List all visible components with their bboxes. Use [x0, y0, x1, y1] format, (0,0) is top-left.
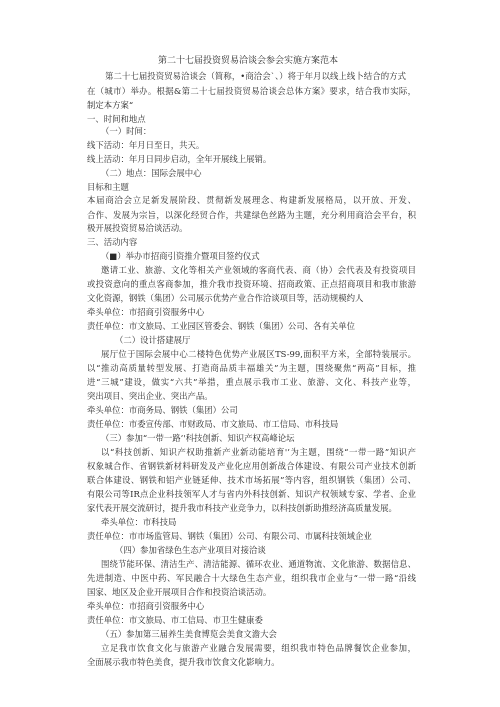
activity-5-heading: （五）参加第三届养生美食博览会美食文澹大会 [101, 629, 277, 639]
activity-2-line-4: 突出项目、突出企业、突出产品。 [87, 391, 213, 401]
activity-4-lead: 牵头单位：市招商引资服务中心 [87, 601, 205, 611]
activity-3-lead: 牵头单位：市科技局 [101, 517, 177, 527]
activity-3-line-3: 联合体建设、钢铁和铝产业链延伸、技术市场拓展”等内容，组织钢铁（集团）公司、 [87, 475, 416, 485]
activity-2-lead: 牵头单位：市商务局、钢铁（集团）公司 [87, 405, 238, 415]
goal-line-1: 本届商洽会立足新发展阶段、贯彻新发展理念、构建新发展格局，以开放、开发、 [87, 195, 416, 205]
activity-4-responsible: 责任单位：市文旅局、市工信局、市卫生健康委 [87, 615, 263, 625]
activity-1-heading: （■）举办市招商引资推介暨项目签约仪式 [101, 251, 260, 261]
offline-activity: 线下活动：年月日至日，共天。 [87, 140, 205, 150]
activity-2-line-3: 进“三城”建设，做实“六共”举措，重点展示我市工业、旅游、文化、科技产业等， [87, 377, 416, 387]
activity-3-responsible: 责任单位：市市场监管局、钢铁（集团）公司、有限公司、市属科技领域企业 [87, 531, 372, 541]
activity-3-line-4: 有限公司等IR点企业科技领军人才与省内外科技创新、知识产权领域专家、学者、企业 [87, 489, 416, 499]
activity-2-line-1: 展厅位于国际会展中心二楼特色优势产业展区TS-99,面积平方米，全部特装展示。 [101, 349, 416, 359]
intro-line-3: 制定本方案“ [87, 100, 134, 110]
activity-3-line-1: 以“科技创新、知识产权助推新产业新动能培育'’为主题，围绕“一带一路”知识产 [101, 447, 416, 457]
activity-4-heading: （四）参加省绿色生态产业项目对接洽谈 [115, 545, 266, 555]
intro-line-2: 在（城市）举办。根据&第二十七届投资贸易洽谈会总体方案》要求，结合我市实际， [87, 86, 416, 96]
activity-3-line-5: 家代表开展交流研讨，提升我市科技产业竞争力，以科技创新助推经济高质量发展。 [87, 503, 397, 513]
section-1-heading: 一、时间和地点 [87, 114, 146, 124]
intro-line-1: 第二十七届投资贸易洽谈会（简称，•商洽会`、）将于年月以线上线卜结合的方式 [105, 71, 406, 81]
activity-3-heading: （三）参加“一带一路’'科技创新、知识产权高峰论坛 [101, 433, 295, 443]
activity-1-line-3: 文化资源，钢铁（集团）公司展示优势产业合作洽谈项目等，活动规模约人 [87, 293, 364, 303]
activity-4-line-1: 围绕节能环保、清洁生产、清洁能源、循环农业、通道物流、文化旅游、数据信息、 [101, 559, 416, 569]
activity-5-line-1: 立足我市饮食文化与旅游产业融合发展需要，组织我市特色品牌餐饮企业参加， [101, 643, 416, 653]
document-title: 第二十七届投资贸易洽谈会参会实施方案范本 [158, 56, 339, 66]
activity-1-line-1: 邀请工业、旅游、文化等相关产业领域的客商代表、商（协）会代表及有投资项目 [101, 265, 416, 275]
activity-1-responsible: 责任单位：市文旅局、工业园区管委会、钢铁（集团）公司、各有关单位 [87, 321, 355, 331]
section-3-heading: 三、活动内容 [87, 237, 138, 247]
activity-5-line-2: 全面展示我市特色美食，提升我市饮食文化影响力。 [87, 657, 280, 667]
goal-line-2: 合作、发展为宗旨，以深化经贸合作，共建绿色丝路为主题，充分利用商洽会平台，积 [87, 210, 416, 220]
place-heading: （二）地点：国际会展中心 [101, 168, 202, 178]
activity-2-responsible: 责任单位：市委宣传部、市财政局、市文旅局、市工信局、市科技局 [87, 419, 339, 429]
section-2-heading: 目标和主题 [87, 182, 129, 192]
activity-1-line-2: 或投资意向的重点客商参加，推介我市投资环境、招商政策、正点招商项目和我市旅游 [87, 279, 416, 289]
activity-1-lead: 牵头单位：市招商引资服务中心 [87, 307, 205, 317]
activity-4-line-2: 先进制造、中医中药、军民融合十大绿色生态产业，组织我市企业与“一带一路“沿线 [87, 573, 416, 583]
time-heading: （一）时间： [101, 126, 152, 136]
activity-4-line-3: 国家、地区及企业开展项目合作和投资洽谈活动。 [87, 587, 272, 597]
activity-3-line-2: 权象城合作、省钢铁新材料研发及产业化应用创新战合体建设、有限公司产业技术创新 [87, 461, 416, 471]
activity-2-line-2: 以“推动高质量转型发展、打造商品质丰福雄关”为主题，围绕聚焦“两高”目标，推 [87, 363, 416, 373]
goal-line-3: 极开展投资贸易洽谈活动。 [87, 223, 188, 233]
online-activity: 线上活动：年月日同步启动，全年开展线上展销。 [87, 154, 272, 164]
activity-2-heading: （二）设计搭建展厅 [115, 335, 191, 345]
